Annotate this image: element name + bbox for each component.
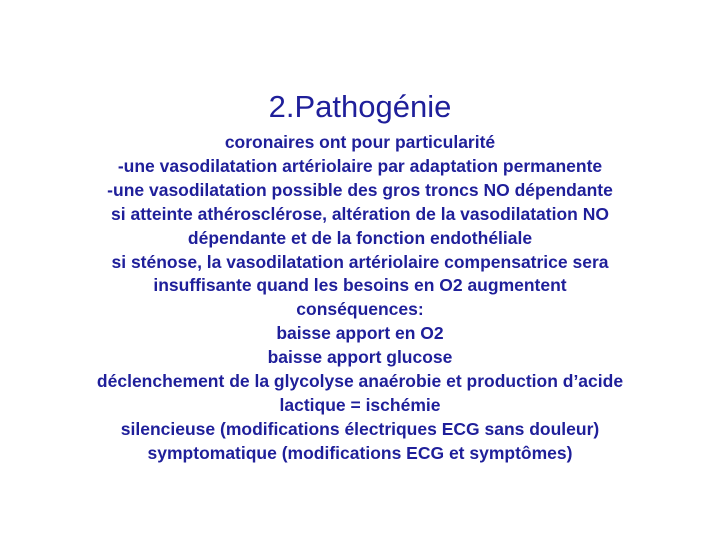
body-line: -une vasodilatation possible des gros troncs NO dépendante — [107, 179, 613, 200]
body-line: si atteinte athérosclérose, altération de la vasodilatation NO — [111, 203, 609, 224]
body-line: baisse apport glucose — [267, 347, 453, 368]
body-line: si sténose, la vasodilatation artériolaire compensatrice sera — [111, 251, 609, 272]
body-line: conséquences: — [296, 299, 424, 320]
body-line: coronaires ont pour particularité — [224, 132, 496, 152]
slide-body — [0, 131, 720, 466]
body-line: -une vasodilatation artériolaire par adaptation permanente — [117, 155, 603, 176]
body-line: silencieuse (modifications électriques ECG sans douleur) — [120, 418, 600, 439]
body-line: déclenchement de la glycolyse anaérobie et production d’acide — [96, 371, 624, 392]
body-line: baisse apport en O2 — [276, 323, 444, 344]
body-line: lactique = ischémie — [279, 394, 441, 415]
body-line: dépendante et de la fonction endothéliale — [187, 227, 533, 248]
body-line: symptomatique (modifications ECG et symptômes) — [147, 442, 573, 463]
slide-title: 2.Pathogénie — [268, 89, 452, 124]
body-line: insuffisante quand les besoins en O2 augmentent — [153, 275, 567, 296]
